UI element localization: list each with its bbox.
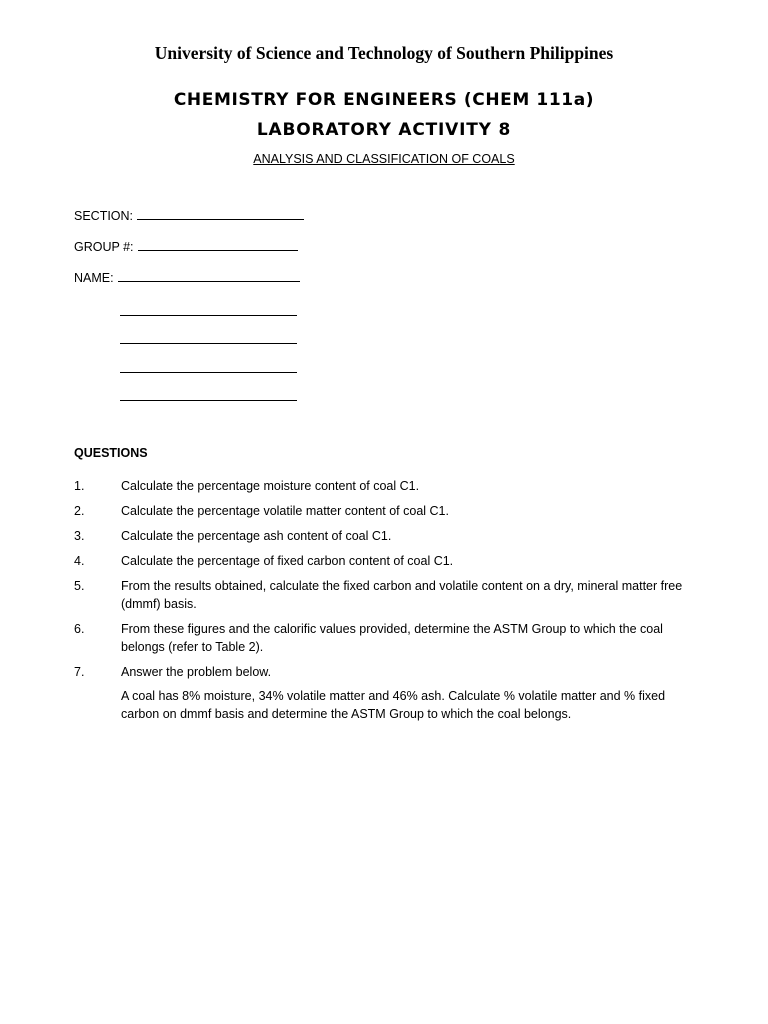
question-text: Answer the problem below. (121, 665, 272, 679)
group-blank[interactable] (138, 238, 298, 251)
question-text: Calculate the percentage moisture content of coal C1. (121, 479, 420, 493)
question-number: 2. (74, 504, 85, 518)
member-blank-line[interactable] (120, 343, 297, 344)
activity-title: LABORATORY ACTIVITY 8 (256, 120, 512, 140)
group-label: GROUP #: (74, 240, 134, 254)
questions-heading: QUESTIONS (74, 446, 148, 460)
question-item (74, 663, 694, 723)
section-field (74, 207, 304, 224)
question-item (74, 502, 694, 520)
group-field (74, 238, 298, 255)
member-blank-line[interactable] (120, 372, 297, 373)
question-number: 7. (74, 665, 85, 679)
question-number: 3. (74, 529, 85, 543)
member-blank-line[interactable] (120, 315, 297, 316)
question-text: Calculate the percentage ash content of coal C1. (121, 529, 392, 543)
problem-statement: A coal has 8% moisture, 34% volatile matter and 46% ash. Calculate % volatile matter and % fixed carbon on dmmf basis and determine the ASTM Group to which the coal belongs. (121, 689, 666, 721)
question-item (74, 477, 694, 495)
question-item (74, 552, 694, 570)
question-number: 5. (74, 579, 85, 593)
name-blank[interactable] (118, 269, 300, 282)
question-item (74, 577, 694, 613)
questions-list (74, 477, 694, 730)
university-name: University of Science and Technology of Southern Philippines (154, 43, 614, 63)
question-item (74, 527, 694, 545)
question-number: 6. (74, 622, 85, 636)
question-number: 1. (74, 479, 85, 493)
member-blank-line[interactable] (120, 400, 297, 401)
question-text: Calculate the percentage volatile matter content of coal C1. (121, 504, 449, 518)
question-number: 4. (74, 554, 85, 568)
question-text: Calculate the percentage of fixed carbon content of coal C1. (121, 554, 454, 568)
course-title: CHEMISTRY FOR ENGINEERS (CHEM 111a) (173, 90, 595, 110)
activity-subtitle: ANALYSIS AND CLASSIFICATION OF COALS (253, 152, 515, 166)
question-text: From the results obtained, calculate the fixed carbon and volatile content on a dry, mineral matter free (dmmf) basis. (121, 579, 683, 611)
name-label: NAME: (74, 271, 114, 285)
section-blank[interactable] (137, 207, 304, 220)
question-text: From these figures and the calorific values provided, determine the ASTM Group to which the coal belongs (refer to Table 2). (121, 622, 663, 654)
name-field (74, 269, 300, 286)
question-item (74, 620, 694, 656)
section-label: SECTION: (74, 209, 134, 223)
